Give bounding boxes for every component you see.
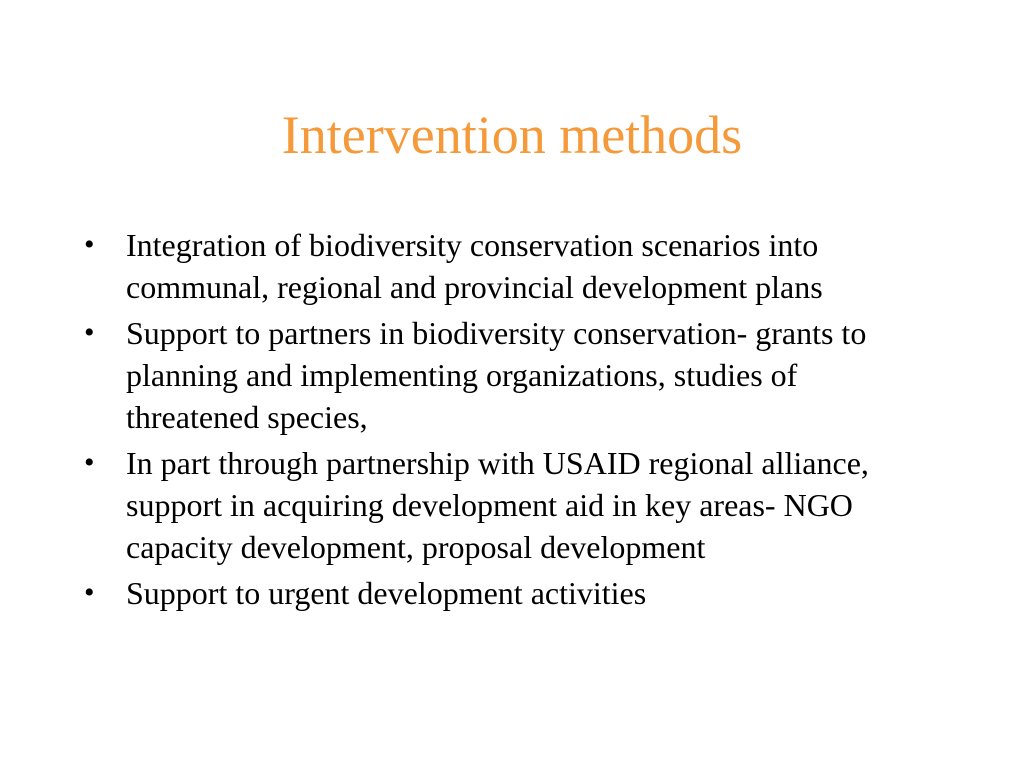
- bullet-item: [84, 224, 934, 308]
- bullet-item: [84, 442, 934, 568]
- bullet-icon: •: [84, 576, 95, 609]
- slide-title: Intervention methods: [281, 105, 743, 165]
- bullet-text: Support to urgent development activities: [126, 575, 647, 611]
- bullet-icon: •: [84, 228, 95, 261]
- bullet-item: [84, 312, 934, 438]
- bullet-list: [84, 224, 934, 618]
- bullet-text: In part through partnership with USAID regional alliance, support in acquiring development aid in key areas- NGO capacity development, proposal development: [126, 445, 869, 565]
- bullet-text: Integration of biodiversity conservation scenarios into communal, regional and provincial development plans: [126, 227, 823, 305]
- bullet-icon: •: [84, 446, 95, 479]
- bullet-item: [84, 572, 934, 614]
- bullet-text: Support to partners in biodiversity conservation- grants to planning and implementing organizations, studies of threatened species,: [126, 315, 867, 435]
- bullet-icon: •: [84, 316, 95, 349]
